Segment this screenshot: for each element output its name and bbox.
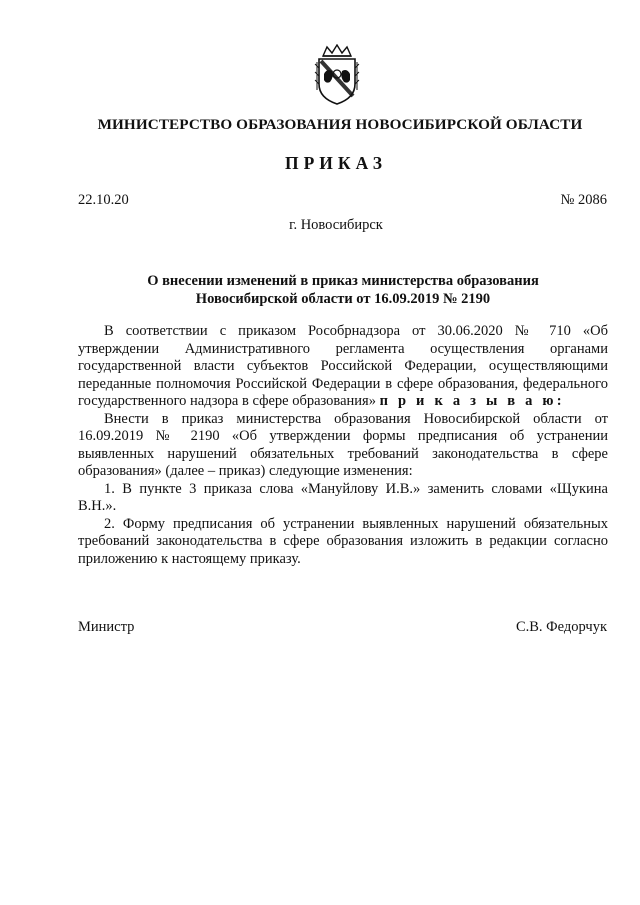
amendment-item-2: 2. Форму предписания об устранении выявленных нарушений обязательных требований законодательства в сфере образования изложить в редакции согласно приложению к настоящему приказу. <box>78 515 608 567</box>
subject-line-2: Новосибирской области от 16.09.2019 № 2190 <box>195 291 491 307</box>
novosibirsk-coat-of-arms-icon <box>313 44 361 106</box>
subject-line-1: О внесении изменений в приказ министерства образования <box>147 273 539 289</box>
order-body <box>78 323 608 568</box>
preamble-paragraph <box>78 323 608 411</box>
ministry-name: МИНИСТЕРСТВО ОБРАЗОВАНИЯ НОВОСИБИРСКОЙ ОБЛАСТИ <box>97 116 583 133</box>
order-city: г. Новосибирск <box>289 217 383 233</box>
preamble-text: В соответствии с приказом Рособрнадзора от 30.06.2020 № 710 «Об утверждении Административного регламента осуществления органами государственной власти субъектов Российской Федерации, осуществляющими переданные полномочия Российской Федерации в сфере образования, федерального государственного надзора в сфере образования» <box>78 323 608 409</box>
signatory-name: С.В. Федорчук <box>515 619 607 635</box>
signatory-role: Министр <box>78 619 135 635</box>
order-date: 22.10.20 <box>78 192 129 208</box>
amendment-paragraph: Внести в приказ министерства образования Новосибирской области от 16.09.2019 № 2190 «Об утверждении формы предписания об устранении выявленных нарушений обязательных требований законодательства в сфере образования» (далее – приказ) следующие изменения: <box>78 410 608 479</box>
order-subject <box>78 272 608 308</box>
order-number: № 2086 <box>560 192 607 208</box>
order-keyword: п р и к а з ы в а ю: <box>379 393 565 409</box>
order-title: ПРИКАЗ <box>284 153 388 173</box>
amendment-item-1: 1. В пункте 3 приказа слова «Мануйлову И.В.» заменить словами «Щукина В.Н.». <box>78 480 608 514</box>
